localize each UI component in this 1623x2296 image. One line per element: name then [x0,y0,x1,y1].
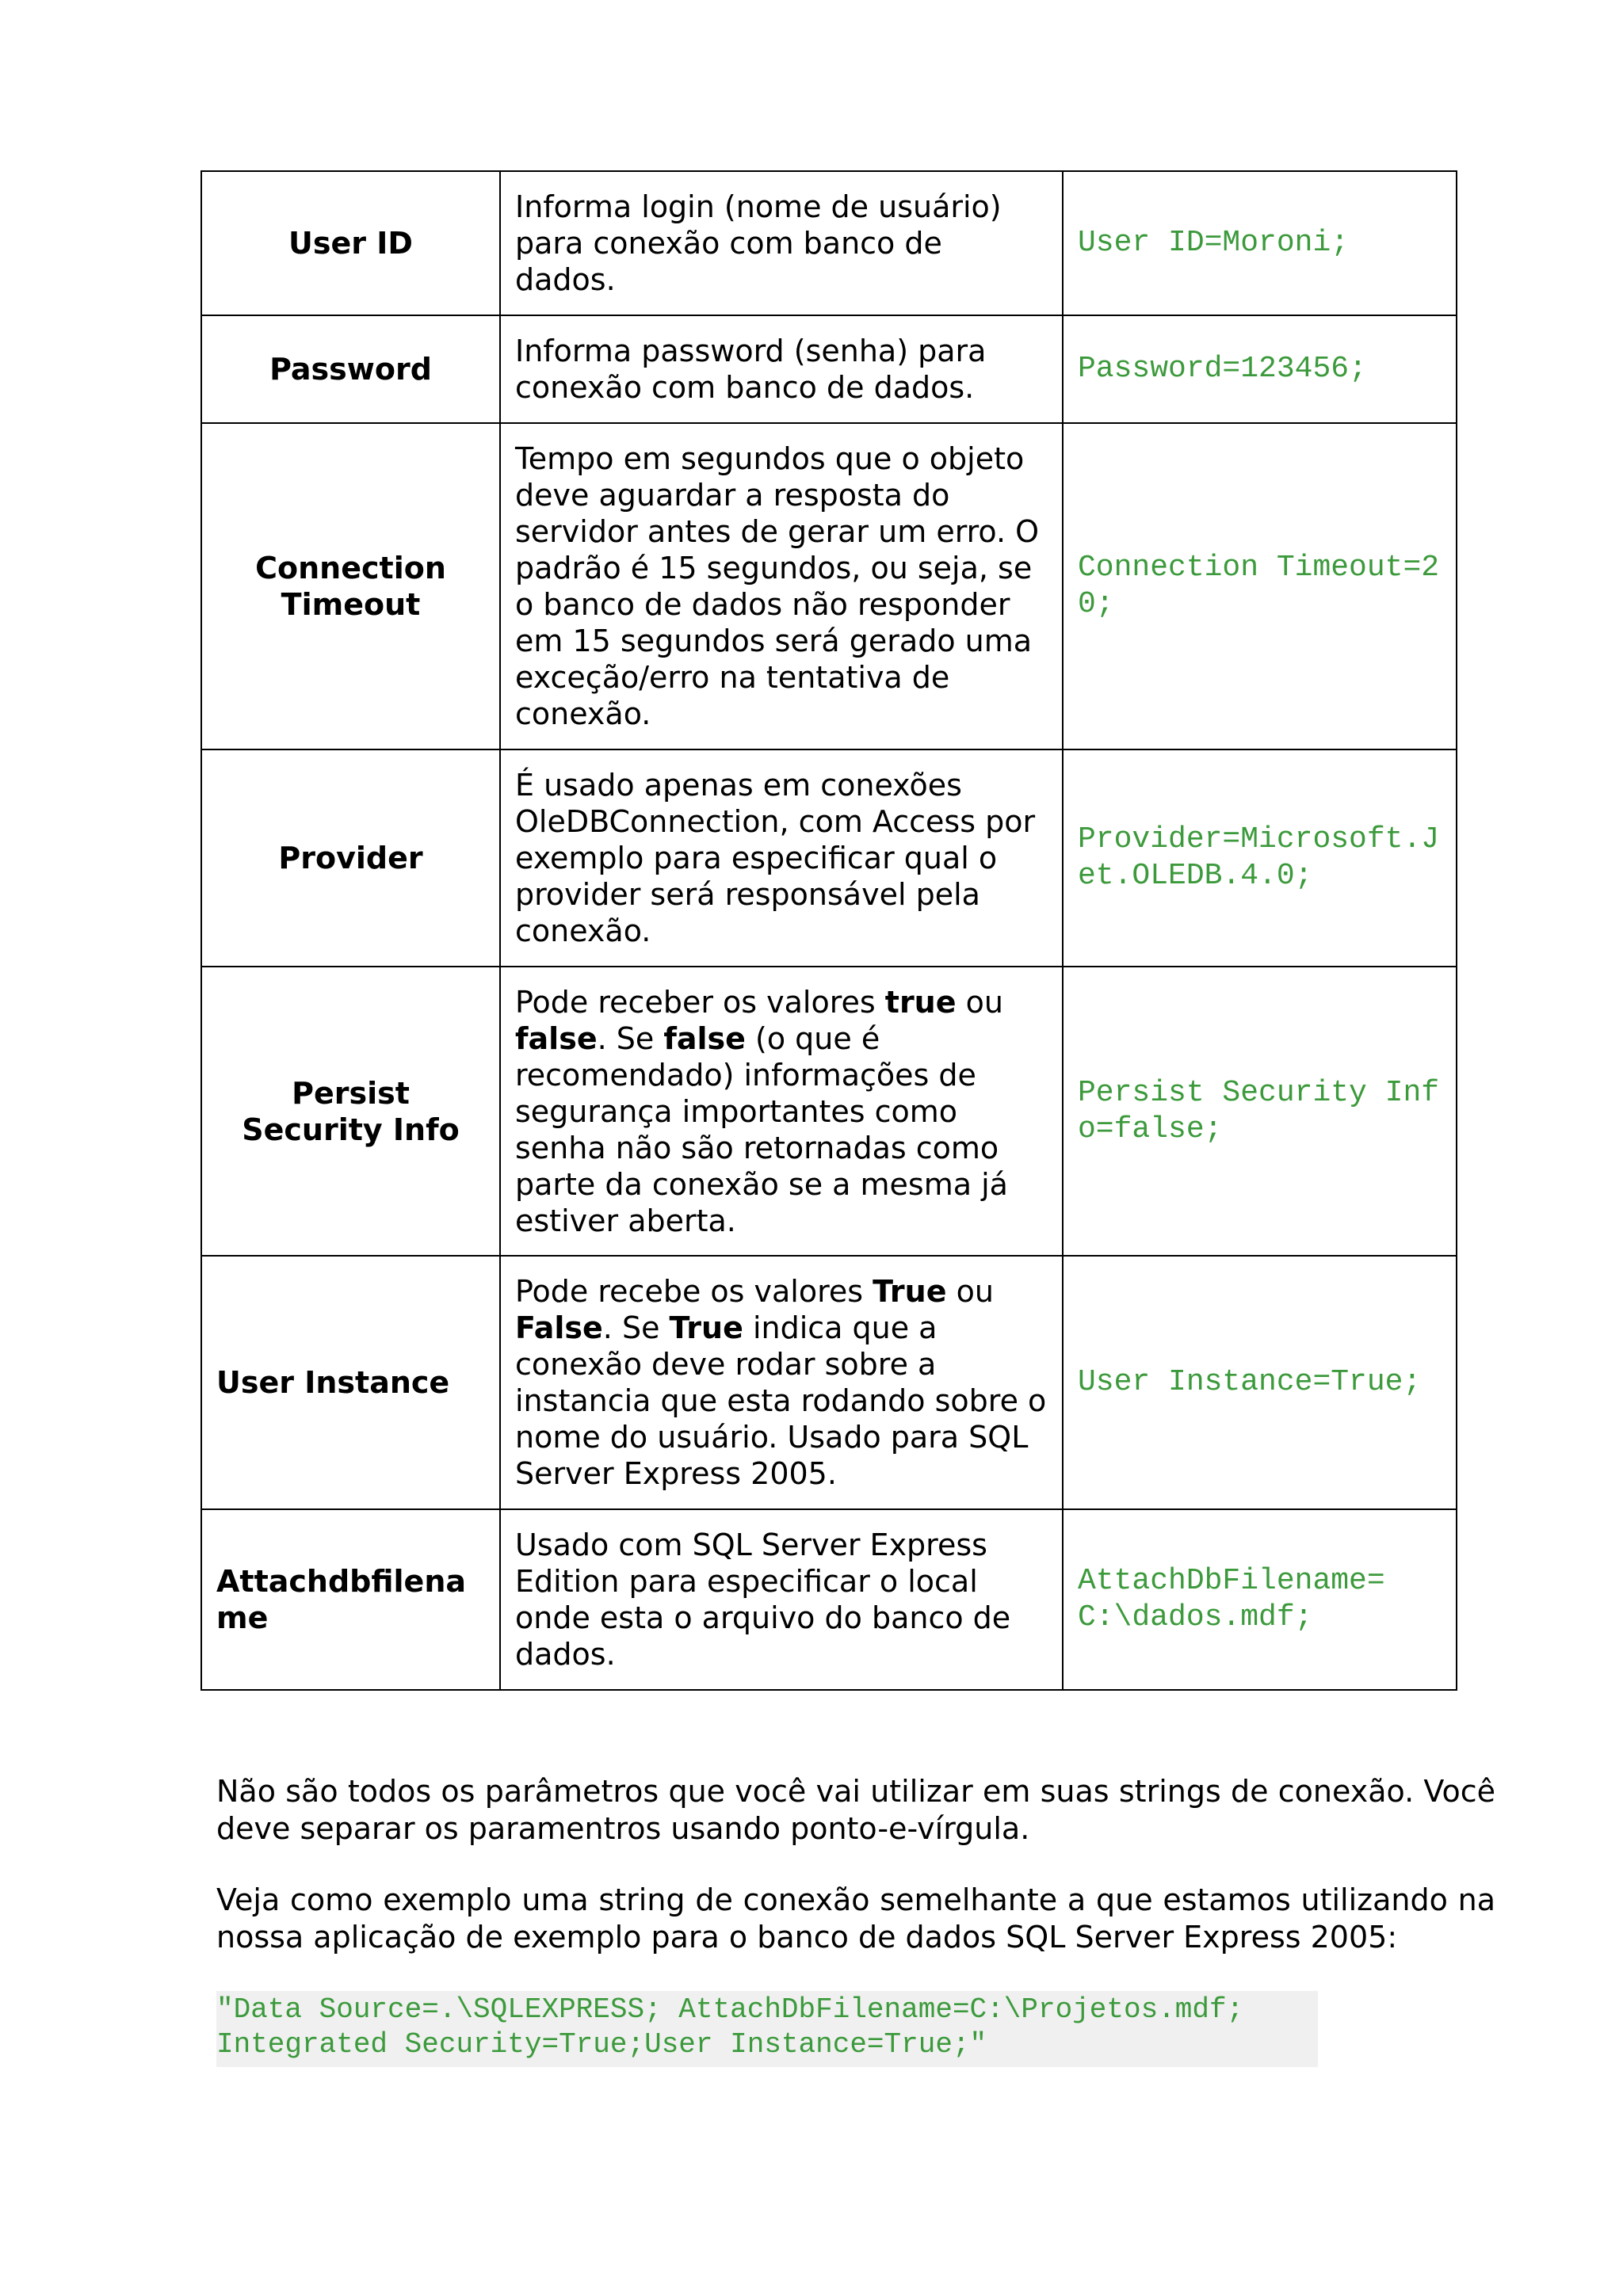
param-name: Persist Security Info [201,967,500,1256]
body-paragraph: Veja como exemplo uma string de conexão semelhante a que estamos utilizando na nossa aplicação de exemplo para o banco de dados SQL Server Express 2005: [216,1882,1495,1955]
param-description: Tempo em segundos que o objeto deve aguardar a resposta do servidor antes de gerar um erro. O padrão é 15 segundos, ou seja, se o banco de dados não responder em 15 segundos será gerado uma exceção/erro na tentativa de conexão. [500,423,1063,749]
code-line: "Data Source=.\SQLEXPRESS; AttachDbFilename=C:\Projetos.mdf; [216,1993,1244,2026]
table-row [201,1256,1457,1509]
table-row [201,315,1457,423]
param-example: Provider=Microsoft.Jet.OLEDB.4.0; [1063,749,1457,967]
param-description: Pode receber os valores true ou false. Se false (o que é recomendado) informações de segurança importantes como senha não são retornadas como parte da conexão se a mesma já estiver aberta. [500,967,1063,1256]
param-example: Password=123456; [1063,315,1457,423]
param-description: É usado apenas em conexões OleDBConnection, com Access por exemplo para especificar qual o provider será responsável pela conexão. [500,749,1063,967]
param-example: User Instance=True; [1063,1256,1457,1509]
param-name: User Instance [201,1256,500,1509]
param-name: Connection Timeout [201,423,500,749]
code-line: Integrated Security=True;User Instance=True;" [216,2028,987,2061]
table-row [201,749,1457,967]
param-description: Pode recebe os valores True ou False. Se True indica que a conexão deve rodar sobre a instancia que esta rodando sobre o nome do usuário. Usado para SQL Server Express 2005. [500,1256,1063,1509]
param-example: Connection Timeout=20; [1063,423,1457,749]
param-description: Usado com SQL Server Express Edition para especificar o local onde esta o arquivo do banco de dados. [500,1509,1063,1690]
param-example: AttachDbFilename=C:\dados.mdf; [1063,1509,1457,1690]
code-snippet [216,1991,1318,2067]
param-name: Provider [201,749,500,967]
connection-parameters-table [200,170,1457,1691]
param-description: Informa password (senha) para conexão com banco de dados. [500,315,1063,423]
param-name: Password [201,315,500,423]
body-paragraph: Não são todos os parâmetros que você vai utilizar em suas strings de conexão. Você deve separar os paramentros usando ponto-e-vírgula. [216,1774,1495,1846]
param-example: Persist Security Info=false; [1063,967,1457,1256]
param-name: Attachdbfilename [201,1509,500,1690]
table-row [201,967,1457,1256]
param-example: User ID=Moroni; [1063,171,1457,315]
param-name: User ID [201,171,500,315]
table-row [201,171,1457,315]
table-row [201,423,1457,749]
table-row [201,1509,1457,1690]
param-description: Informa login (nome de usuário) para conexão com banco de dados. [500,171,1063,315]
